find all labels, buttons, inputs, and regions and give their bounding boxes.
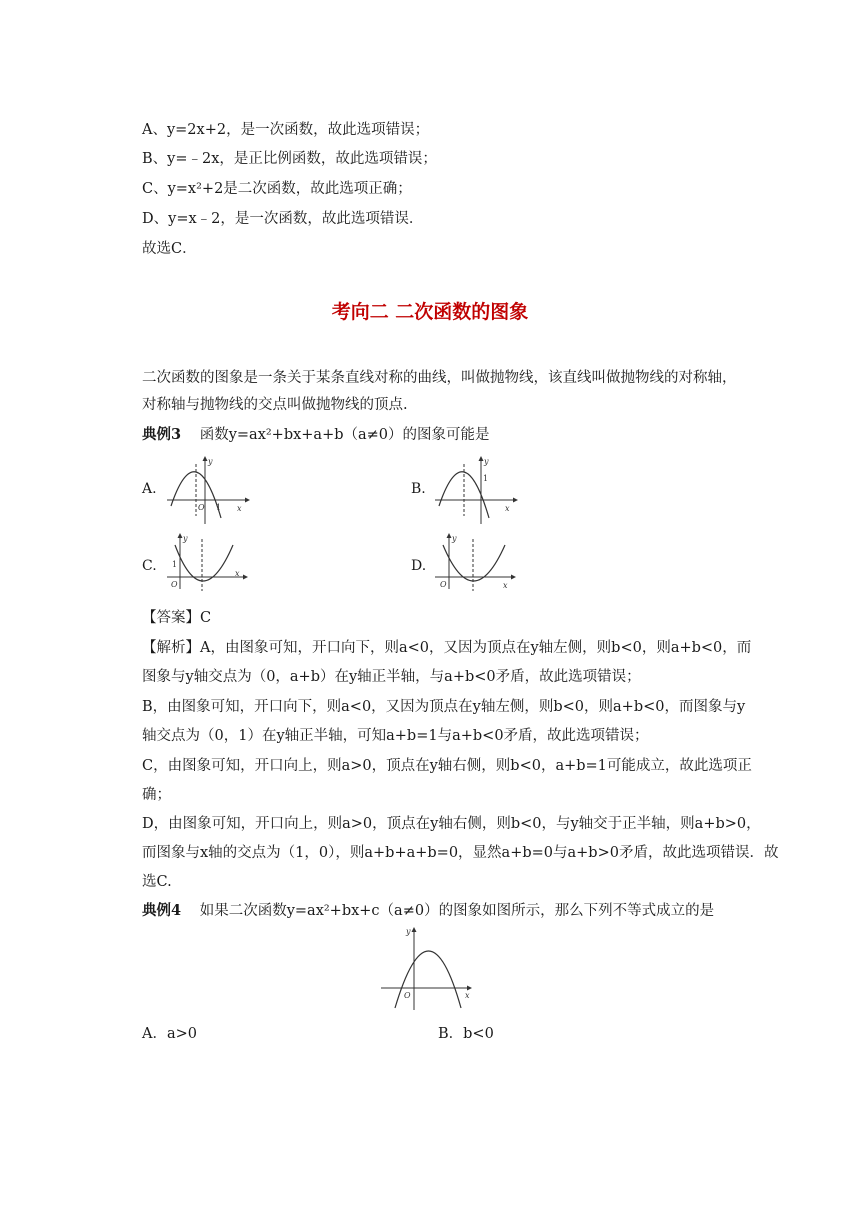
- graph-e4-y-label: y: [406, 927, 411, 936]
- example4-option-a: A．a>0: [142, 1026, 197, 1042]
- example3-question: [142, 425, 490, 445]
- solution-line-d: D、y=x﹣2，是一次函数，故此选项错误．: [142, 211, 424, 227]
- option-a-label: A.: [142, 481, 157, 497]
- graph-option-c: [165, 531, 250, 593]
- example3-label: 典例3: [142, 426, 182, 443]
- analysis-line-2: 图象与y轴交点为（0，a+b）在y轴正半轴，与a+b<0矛盾，故此选项错误；: [142, 669, 641, 685]
- graph-d-origin-label: O: [440, 580, 447, 589]
- analysis-line-9: 选C.: [142, 874, 172, 890]
- graph-d-y-label: y: [452, 534, 457, 543]
- analysis-line-5: C，由图象可知，开口向上，则a>0，顶点在y轴右侧，则b<0，a+b=1可能成立，故此选项正: [142, 758, 752, 774]
- solution-line-b: B、y=﹣2x，是正比例函数，故此选项错误；: [142, 151, 437, 167]
- example4-question: [142, 901, 714, 921]
- graph-b-one-label: 1: [483, 474, 489, 483]
- analysis-line-6: 确；: [142, 787, 171, 803]
- graph-c-origin-label: O: [171, 580, 178, 589]
- analysis-line-4: 轴交点为（0，1）在y轴正半轴，可知a+b=1与a+b<0矛盾，故此选项错误；: [142, 728, 649, 744]
- graph-e4-x-label: x: [465, 991, 470, 1000]
- graph-option-d: [433, 531, 518, 593]
- graph-e4-origin-label: O: [404, 991, 411, 1000]
- graph-a-one-label: 1: [216, 503, 222, 512]
- graph-c-one-label: 1: [172, 560, 178, 569]
- intro-line-2: 对称轴与抛物线的交点叫做抛物线的顶点.: [142, 397, 408, 413]
- solution-conclusion: 故选C．: [142, 241, 197, 257]
- example4-text: 如果二次函数y=ax²+bx+c（a≠0）的图象如图所示，那么下列不等式成立的是: [199, 903, 715, 919]
- graph-a-x-label: x: [237, 504, 242, 513]
- graph-b-y-label: y: [484, 457, 489, 466]
- analysis-line-3: B，由图象可知，开口向下，则a<0，又因为顶点在y轴左侧，则b<0，则a+b<0，而图象与y: [142, 699, 746, 715]
- example4-label: 典例4: [142, 902, 182, 919]
- graph-c-x-label: x: [235, 569, 240, 578]
- graph-b-x-label: x: [505, 504, 510, 513]
- graph-option-b: [433, 454, 518, 526]
- analysis-line-1: 【解析】A，由图象可知，开口向下，则a<0，又因为顶点在y轴左侧，则b<0，则a+b<0，而: [142, 640, 752, 656]
- graph-example4: [377, 922, 477, 1014]
- intro-line-1: 二次函数的图象是一条关于某条直线对称的曲线，叫做抛物线，该直线叫做抛物线的对称轴，: [142, 370, 737, 386]
- option-c-label: C.: [142, 558, 157, 574]
- analysis-line-8: 而图象与x轴的交点为（1，0），则a+b+a+b=0，显然a+b=0与a+b>0矛盾，故此选项错误．故: [142, 845, 779, 861]
- analysis-line-7: D，由图象可知，开口向上，则a>0，顶点在y轴右侧，则b<0，与y轴交于正半轴，则a+b>0，: [142, 816, 761, 832]
- solution-line-c: C、y=x²+2是二次函数，故此选项正确；: [142, 181, 412, 197]
- example4-option-b: B．b<0: [438, 1026, 494, 1042]
- section-title: 考向二 二次函数的图象: [331, 301, 529, 323]
- graph-a-y-label: y: [208, 457, 213, 466]
- example3-text: 函数y=ax²+bx+a+b（a≠0）的图象可能是: [199, 427, 490, 443]
- option-b-label: B.: [411, 481, 426, 497]
- example3-answer: 【答案】C: [142, 610, 212, 626]
- graph-c-y-label: y: [183, 534, 188, 543]
- solution-line-a: A、y=2x+2，是一次函数，故此选项错误；: [142, 122, 430, 138]
- graph-option-a: [165, 454, 250, 526]
- option-d-label: D.: [411, 558, 427, 574]
- graph-d-x-label: x: [503, 581, 508, 590]
- graph-a-origin-label: O: [198, 503, 205, 512]
